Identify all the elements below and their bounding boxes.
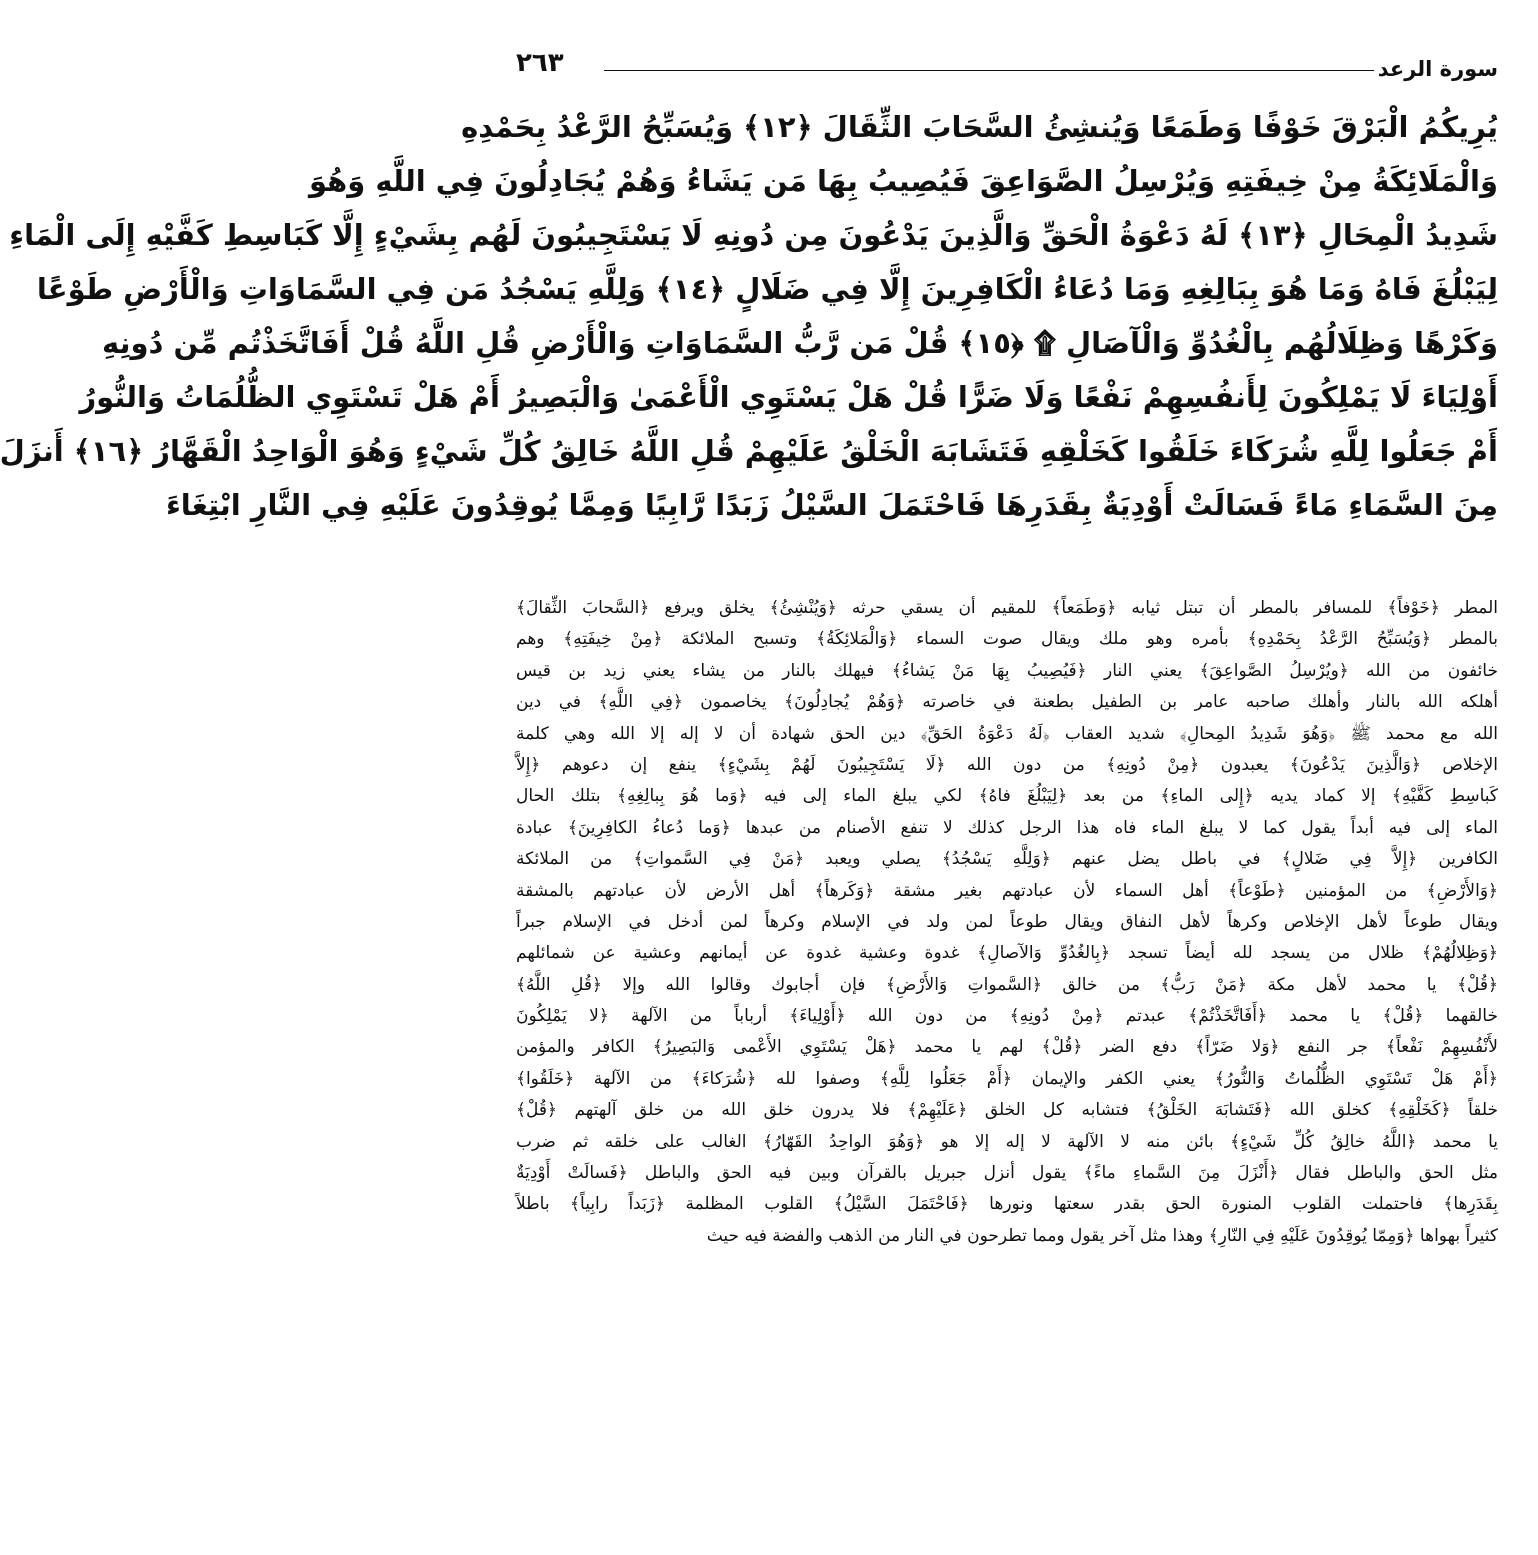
quran-line: وَالْمَلَائِكَةُ مِنْ خِيفَتِهِ وَيُرْسِلُ الصَّوَاعِقَ فَيُصِيبُ بِهَا مَن يَشَاءُ وَهُمْ يُجَادِلُونَ فِي اللَّهِ وَهُوَ (308, 164, 1498, 198)
header-divider (604, 70, 1374, 71)
tafsir-line: المطر ﴿خَوْفاً﴾ للمسافر بالمطر أن تبتل ثيابه ﴿وَطَمَعاً﴾ للمقيم أن يسقي حرثه ﴿وَيُنْشِئُ﴾ يخلق ويرفع ﴿السَّحابَ الثِّقالَ﴾ (516, 598, 1498, 618)
quran-line: يُرِيكُمُ الْبَرْقَ خَوْفًا وَطَمَعًا وَيُنشِئُ السَّحَابَ الثِّقَالَ ﴿١٢﴾ وَيُسَبِّحُ الرَّعْدُ بِحَمْدِهِ (461, 110, 1498, 144)
quran-line: لِيَبْلُغَ فَاهُ وَمَا هُوَ بِبَالِغِهِ وَمَا دُعَاءُ الْكَافِرِينَ إِلَّا فِي ضَلَالٍ ﴿١٤﴾ وَلِلَّهِ يَسْجُدُ مَن فِي السَّمَاوَاتِ وَالْأَرْضِ طَوْعًا (36, 272, 1498, 306)
tafsir-line: كثيراً بهواها ﴿وَمِمّا يُوقِدُونَ عَلَيْهِ فِي النّارِ﴾ وهذا مثل آخر يقول ومما تطرحون في النار من الذهب والفضة فيه حيث (706, 1225, 1498, 1246)
quran-line: أَوْلِيَاءَ لَا يَمْلِكُونَ لِأَنفُسِهِمْ نَفْعًا وَلَا ضَرًّا قُلْ هَلْ يَسْتَوِي الْأَعْمَىٰ وَالْبَصِيرُ أَمْ هَلْ تَسْتَوِي الظُّلُمَاتُ وَالنُّورُ (79, 380, 1498, 414)
tafsir-line: ويقال طوعاً لأهل الإخلاص وكرهاً لأهل النفاق ويقال طوعاً لمن ولد في الإسلام وكرهاً لمن أدخل في الإسلام جبراً (516, 911, 1498, 932)
tafsir-line: ﴿قُلْ﴾ يا محمد لأهل مكة ﴿مَنْ رَبُّ﴾ من خالق ﴿السَّمواتِ وَالأَرْضِ﴾ فإن أجابوك وقالوا الله وإلا ﴿قُلِ اللَّهُ﴾ (516, 974, 1498, 995)
tafsir-line: يا محمد ﴿اللَّهُ خالِقُ كُلِّ شَيْءٍ﴾ بائن منه لا الآلهة لا إله إلا هو ﴿وَهُوَ الواحِدُ القَهّارُ﴾ الغالب على خلقه ثم ضرب (516, 1131, 1498, 1152)
tafsir-line: خائفون من الله ﴿ويُرْسِلُ الصَّواعِقَ﴾ يعني النار ﴿فَيُصِيبُ بِهَا مَنْ يَشاءُ﴾ فيهلك بالنار من يشاء يعني زيد بن قيس (516, 660, 1498, 681)
tafsir-line: الإخلاص ﴿وَالَّذِينَ يَدْعُونَ﴾ يعبدون ﴿مِنْ دُونِهِ﴾ من دون الله ﴿لَا يَسْتَجِيبُونَ لَهُمْ بِشَيْءٍ﴾ ينفع إن دعوهم ﴿إِلاَّ (516, 754, 1498, 775)
quran-text (0, 100, 1498, 532)
tafsir-line: الماء إلى فيه أبداً يقول كما لا يبلغ الماء فاه هذا الرجل كذلك لا تنفع الأصنام من عبدها ﴿وَما دُعاءُ الكافِرِينَ﴾ عبادة (516, 817, 1498, 838)
tafsir-line: خلقاً ﴿كَخَلْقِهِ﴾ كخلق الله ﴿فَتَشابَهَ الخَلْقُ﴾ فتشابه كل الخلق ﴿عَلَيْهِمْ﴾ فلا يدرون خلق الله من خلق آلهتهم ﴿قُلْ﴾ (516, 1100, 1498, 1121)
tafsir-line: خالقهما ﴿قُلْ﴾ يا محمد ﴿أَفَاتَّخَذْتُمْ﴾ عبدتم ﴿مِنْ دُونِهِ﴾ من دون الله ﴿أَوْلِياءَ﴾ أرباباً من الآلهة ﴿لا يَمْلِكُونَ (516, 1006, 1498, 1027)
tafsir-line: لأَنْفُسِهِمْ نَفْعاً﴾ جر النفع ﴿وَلا ضَرّاً﴾ دفع الضر ﴿قُلْ﴾ لهم يا محمد ﴿هَلْ يَسْتَوِي الأَعْمى وَالبَصِيرُ﴾ الكافر والمؤمن (516, 1037, 1498, 1058)
tafsir-line: أهلكه الله بالنار وأهلك صاحبه عامر بن الطفيل بطعنة في خاصرته ﴿وَهُمْ يُجادِلُونَ﴾ يخاصمون ﴿فِي اللَّهِ﴾ في دين (516, 692, 1498, 713)
page (0, 28, 1498, 1528)
tafsir-line: ﴿أَمْ هَلْ تَسْتَوِي الظُّلُماتُ وَالنُّورُ﴾ يعني الكفر والإيمان ﴿أَمْ جَعَلُوا لِلَّهِ﴾ وصفوا لله ﴿شُرَكاءَ﴾ من الآلهة ﴿خَلَقُوا﴾ (516, 1068, 1498, 1089)
quran-line: مِنَ السَّمَاءِ مَاءً فَسَالَتْ أَوْدِيَةٌ بِقَدَرِهَا فَاحْتَمَلَ السَّيْلُ زَبَدًا رَّابِيًا وَمِمَّا يُوقِدُونَ عَلَيْهِ فِي النَّارِ ابْتِغَاءَ (165, 488, 1498, 522)
tafsir-line: الله مع محمد ﷺ ﴿وَهُوَ شَدِيدُ المِحالِ﴾ شديد العقاب ﴿لَهُ دَعْوَةُ الحَقِّ﴾ دين الحق شهادة أن لا إله إلا الله وهي كلمة (516, 723, 1498, 744)
tafsir-line: ﴿وَظِلالُهُمْ﴾ ظلال من يسجد لله أيضاً تسجد ﴿بِالغُدُوِّ وَالآصالِ﴾ غدوة وعشية غدوة عن أيمانهم وعشية عن شمائلهم (516, 943, 1498, 964)
tafsir-line: الكافرين ﴿إِلاَّ فِي ضَلالٍ﴾ في باطل يضل عنهم ﴿وَلِلَّهِ يَسْجُدُ﴾ يصلي ويعبد ﴿مَنْ فِي السَّمواتِ﴾ من الملائكة (516, 849, 1498, 870)
quran-line: أَمْ جَعَلُوا لِلَّهِ شُرَكَاءَ خَلَقُوا كَخَلْقِهِ فَتَشَابَهَ الْخَلْقُ عَلَيْهِمْ قُلِ اللَّهُ خَالِقُ كُلِّ شَيْءٍ وَهُوَ الْوَاحِدُ الْقَهَّارُ ﴿١٦﴾ أَنزَلَ (0, 434, 1498, 468)
tafsir-line: بِقَدَرِها﴾ فاحتملت القلوب المنورة الحق بقدر سعتها ونورها ﴿فَاحْتَمَلَ السَّيْلُ﴾ القلوب المظلمة ﴿زَبَداً رابِياً﴾ باطلاً (516, 1194, 1498, 1215)
surah-title: سورة الرعد (1377, 57, 1498, 81)
quran-line: شَدِيدُ الْمِحَالِ ﴿١٣﴾ لَهُ دَعْوَةُ الْحَقِّ وَالَّذِينَ يَدْعُونَ مِن دُونِهِ لَا يَسْتَجِيبُونَ لَهُم بِشَيْءٍ إِلَّا كَبَاسِطِ كَفَّيْهِ إِلَى الْمَاءِ (9, 218, 1498, 252)
tafsir-line: ﴿وَالأَرْضِ﴾ من المؤمنين ﴿طَوْعاً﴾ أهل السماء لأن عبادتهم بغير مشقة ﴿وَكَرهاً﴾ أهل الأرض لأن عبادتهم بالمشقة (516, 880, 1498, 901)
tafsir-text (516, 593, 1498, 1252)
tafsir-line: كَباسِطِ كَفَّيْهِ﴾ إلا كماد يديه ﴿إِلى الماءِ﴾ من بعد ﴿لِيَبْلُغَ فاهُ﴾ لكي يبلغ الماء إلى فيه ﴿وَما هُوَ بِبالِغِهِ﴾ بتلك الحال (516, 786, 1498, 807)
page-number: ٢٦٣ (516, 48, 564, 78)
quran-line: وَكَرْهًا وَظِلَالُهُم بِالْغُدُوِّ وَالْآصَالِ ۩ ﴿١٥﴾ قُلْ مَن رَّبُّ السَّمَاوَاتِ وَالْأَرْضِ قُلِ اللَّهُ قُلْ أَفَاتَّخَذْتُم مِّن دُونِهِ (102, 326, 1498, 360)
tafsir-line: مثل الحق والباطل فقال ﴿أَنْزَلَ مِنَ السَّماءِ ماءً﴾ يقول أنزل جبريل بالقرآن وبين فيه الحق والباطل ﴿فَسالَتْ أَوْدِيَةٌ (516, 1163, 1498, 1184)
tafsir-line: بالمطر ﴿وَيُسَبِّحُ الرَّعْدُ بِحَمْدِهِ﴾ بأمره وهو ملك ويقال صوت السماء ﴿وَالْمَلائِكَةُ﴾ وتسبح الملائكة ﴿مِنْ خِيفَتِهِ﴾ وهم (516, 629, 1498, 650)
page-header (516, 28, 1498, 80)
